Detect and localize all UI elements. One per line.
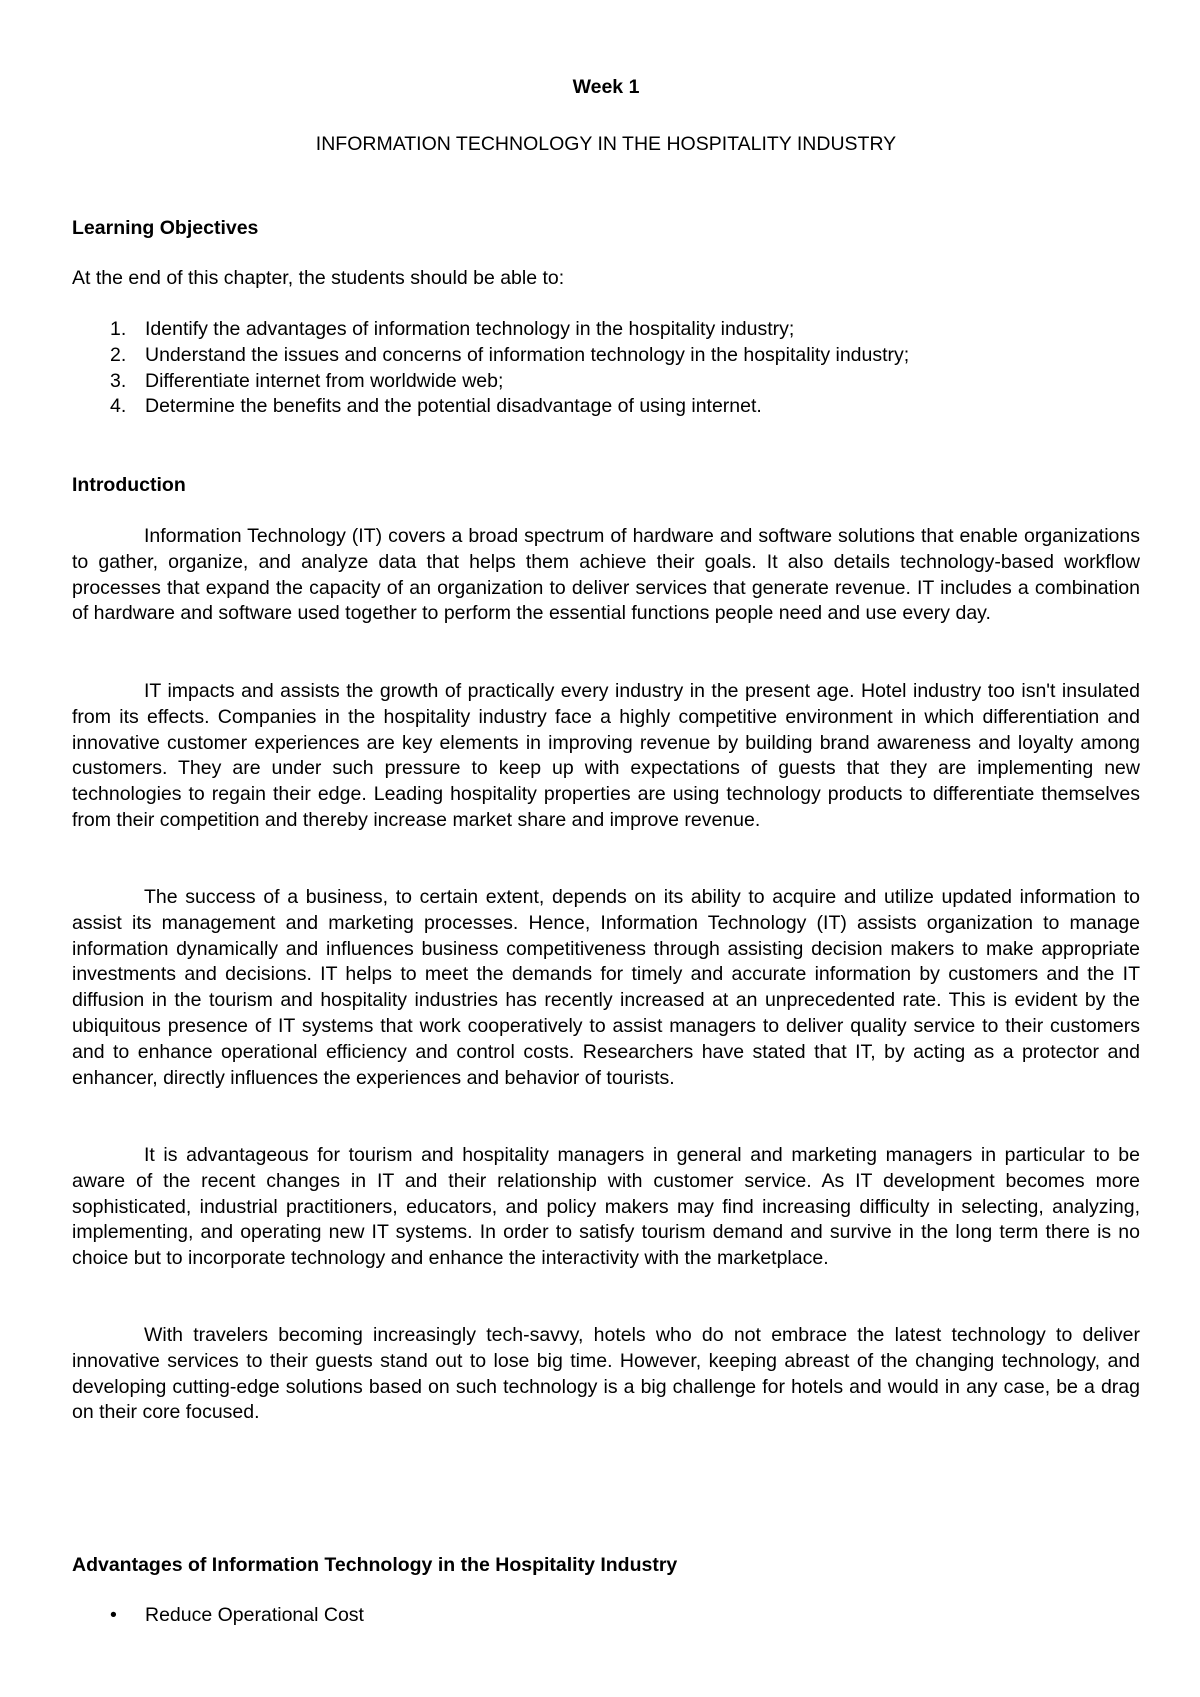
list-item bbox=[72, 394, 909, 420]
intro-paragraph-1: Information Technology (IT) covers a broad spectrum of hardware and software solutions that enable organizations to gather, organize, and analyze data that helps them achieve their goals. It also details technology-based workflow processes that expand the capacity of an organization to deliver services that generate revenue. IT includes a combination of hardware and software used together to perform the essential functions people need and use every day. bbox=[72, 525, 1140, 625]
bullet-icon: • bbox=[110, 1604, 117, 1626]
document-title: INFORMATION TECHNOLOGY IN THE HOSPITALITY INDUSTRY bbox=[315, 133, 897, 155]
objectives-list bbox=[72, 317, 909, 420]
list-number: 4. bbox=[110, 395, 127, 418]
list-item bbox=[72, 369, 909, 395]
intro-paragraph-2: IT impacts and assists the growth of practically every industry in the present age. Hotel industry too isn't insulated from its effects. Companies in the hospitality industry face a highly competitive environment in which differentiation and innovative customer experiences are key elements in improving revenue by building brand awareness and loyalty among customers. They are under such pressure to keep up with expectations of guests that they are implementing new technologies to regain their edge. Leading hospitality properties are using technology products to differentiate themselves from their competition and thereby increase market share and improve revenue. bbox=[72, 680, 1140, 831]
introduction-heading: Introduction bbox=[72, 474, 186, 496]
list-item-text: Reduce Operational Cost bbox=[145, 1604, 364, 1626]
list-item-text: Identify the advantages of information technology in the hospitality industry; bbox=[145, 318, 795, 340]
list-item bbox=[72, 317, 909, 343]
intro-paragraph-3: The success of a business, to certain extent, depends on its ability to acquire and utilize updated information to assist its management and marketing processes. Hence, Information Technology (IT) assists organization to manage information dynamically and influences business competitiveness through assisting decision makers to make appropriate investments and decisions. IT helps to meet the demands for timely and accurate information by customers and the IT diffusion in the tourism and hospitality industries has recently increased at an unprecedented rate. This is evident by the ubiquitous presence of IT systems that work cooperatively to assist managers to deliver quality service to their customers and to enhance operational efficiency and control costs. Researchers have stated that IT, by acting as a protector and enhancer, directly influences the experiences and behavior of tourists. bbox=[72, 886, 1140, 1089]
list-number: 2. bbox=[110, 343, 127, 366]
list-number: 3. bbox=[110, 369, 127, 392]
objectives-lead: At the end of this chapter, the students should be able to: bbox=[72, 267, 565, 289]
list-item-text: Differentiate internet from worldwide web; bbox=[145, 369, 504, 392]
advantages-heading: Advantages of Information Technology in the Hospitality Industry bbox=[72, 1554, 678, 1576]
list-item bbox=[72, 1603, 364, 1629]
intro-paragraph-5: With travelers becoming increasingly tech-savvy, hotels who do not embrace the latest technology to deliver innovative services to their guests stand out to lose big time. However, keeping abreast of the changing technology, and developing cutting-edge solutions based on such technology is a big challenge for hotels and would in any case, be a drag on their core focused. bbox=[72, 1324, 1140, 1424]
list-item bbox=[72, 343, 909, 369]
intro-paragraph-4: It is advantageous for tourism and hospitality managers in general and marketing managers in particular to be aware of the recent changes in IT and their relationship with customer service. As IT development becomes more sophisticated, industrial practitioners, educators, and policy makers may find increasing difficulty in selecting, analyzing, implementing, and operating new IT systems. In order to satisfy tourism demand and survive in the long term there is no choice but to incorporate technology and enhance the interactivity with the marketplace. bbox=[72, 1144, 1140, 1270]
advantages-list bbox=[72, 1603, 364, 1629]
week-label: Week 1 bbox=[572, 76, 640, 98]
list-number: 1. bbox=[110, 318, 127, 340]
list-item-text: Determine the benefits and the potential disadvantage of using internet. bbox=[145, 395, 762, 418]
learning-objectives-heading: Learning Objectives bbox=[72, 217, 259, 239]
list-item-text: Understand the issues and concerns of information technology in the hospitality industry; bbox=[145, 343, 910, 366]
